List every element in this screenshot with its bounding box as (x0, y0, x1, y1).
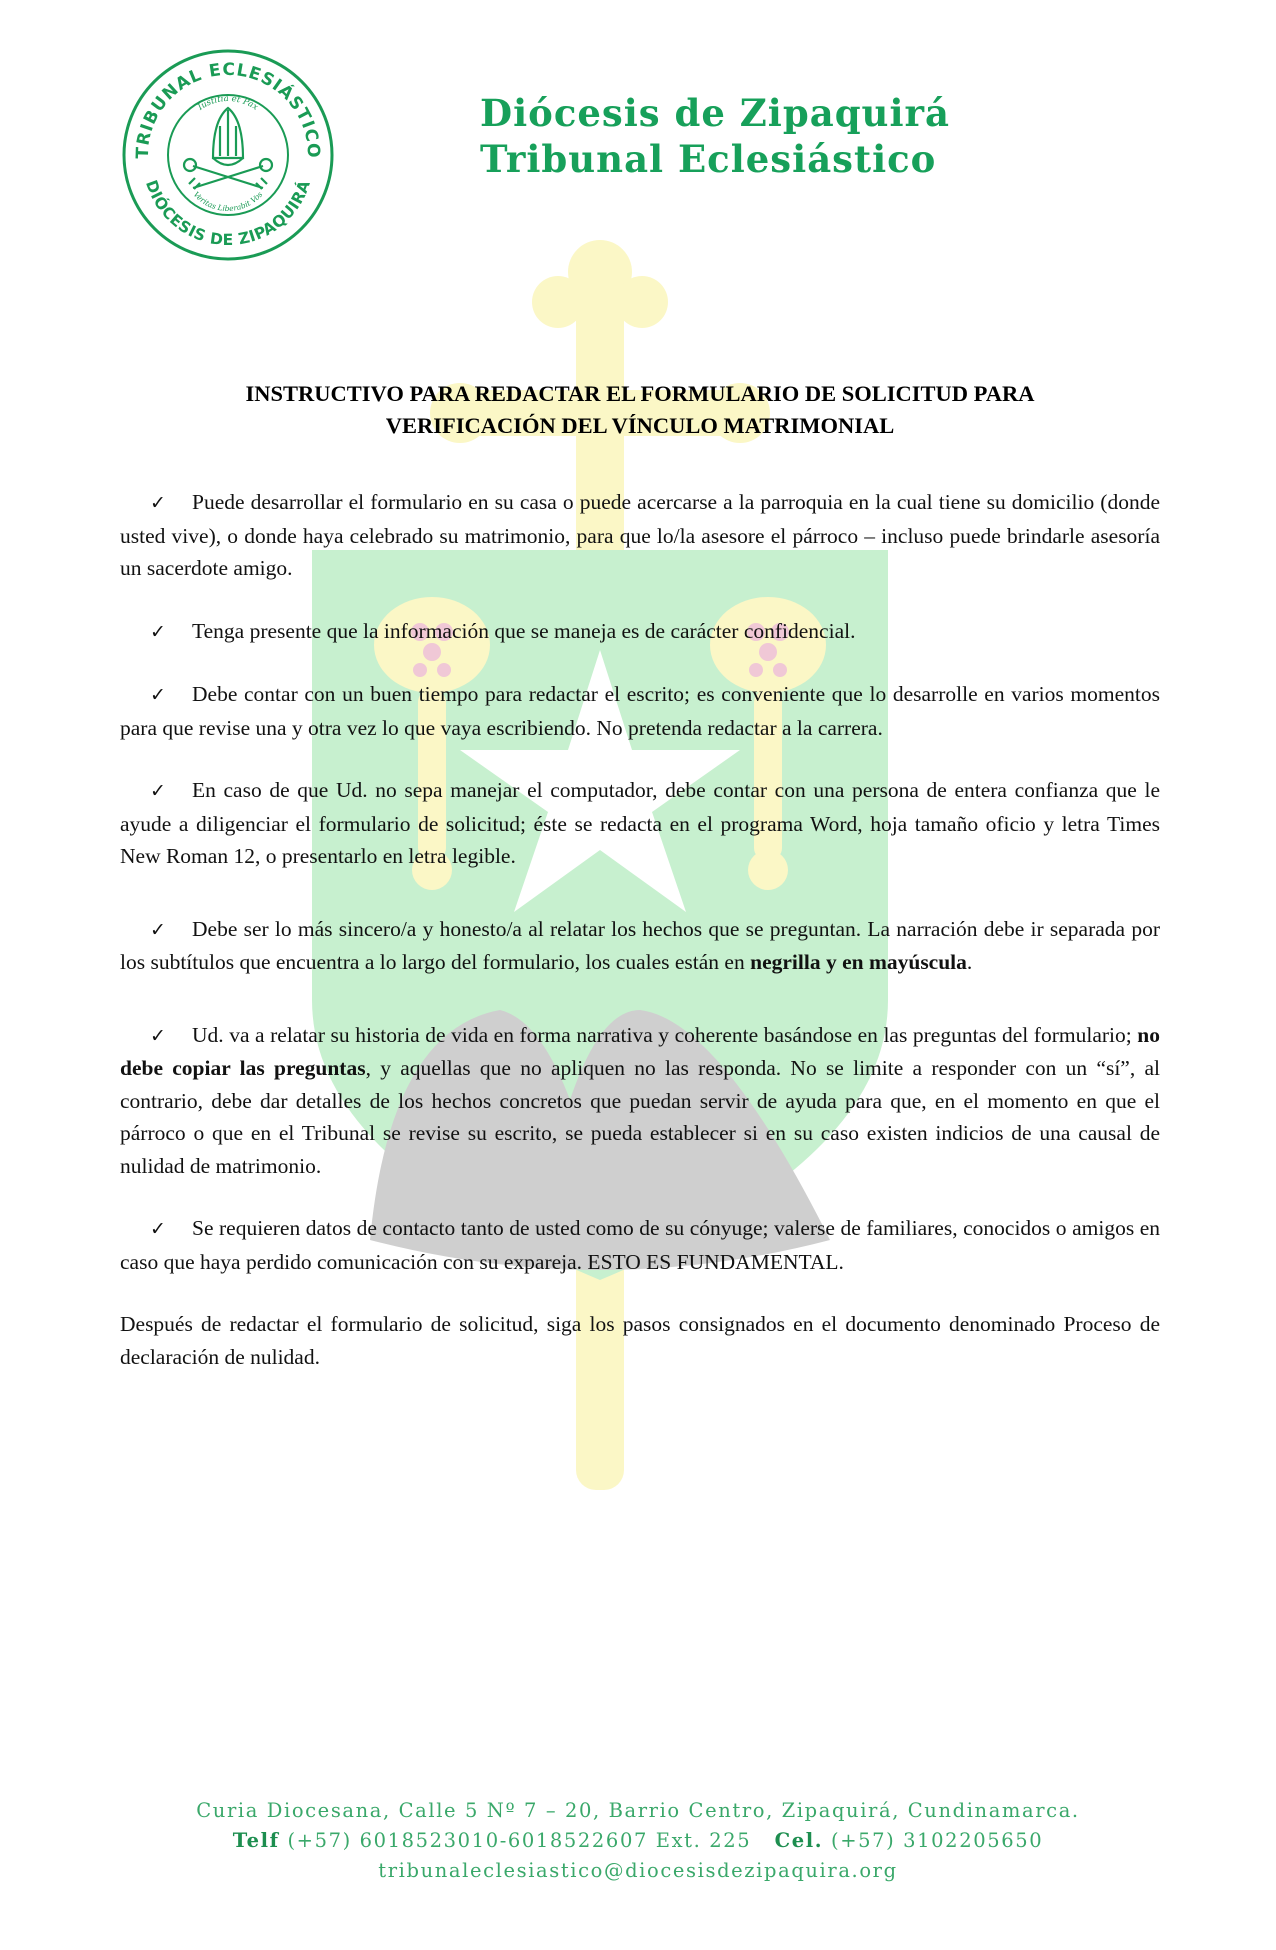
svg-text:DIÓCESIS DE ZIPAQUIRÁ: DIÓCESIS DE ZIPAQUIRÁ (141, 177, 314, 250)
institution-heading-line2: Tribunal Eclesiástico (480, 137, 937, 181)
checkmark-icon: ✓ (150, 780, 166, 802)
footer-cel-value: (+57) 3102205650 (831, 1829, 1044, 1852)
document-title (150, 378, 1130, 442)
checkmark-icon: ✓ (150, 492, 166, 514)
tribunal-seal-logo (121, 48, 335, 262)
instruction-item-2: ✓ Tenga presente que la información que se maneja es de carácter confidencial. (120, 615, 1160, 649)
svg-text:TRIBUNAL ECLESIÁSTICO: TRIBUNAL ECLESIÁSTICO (132, 59, 324, 160)
instruction-item-1: ✓ Puede desarrollar el formulario en su casa o puede acercarse a la parroquia en la cual tiene su domicilio (donde usted vive), o donde haya celebrado su matrimonio, para que lo/la asesore el párroco – incluso puede brindarle asesoría un sacerdote amigo. (120, 486, 1160, 585)
checkmark-icon: ✓ (150, 620, 166, 643)
page-footer (100, 1796, 1176, 1886)
footer-tel-value: (+57) 6018523010-6018522607 Ext. 225 (287, 1829, 752, 1852)
svg-text:Iustitia et Pax: Iustitia et Pax (196, 93, 260, 113)
footer-address: Curia Diocesana, Calle 5 Nº 7 – 20, Barrio Centro, Zipaquirá, Cundinamarca. (196, 1799, 1080, 1822)
instruction-item-3: ✓ Debe contar con un buen tiempo para redactar el escrito; es conveniente que lo desarrolle en varios momentos para que revise una y otra vez lo que vaya escribiendo. No pretenda redactar a la carrera. (120, 678, 1160, 744)
footer-cel-label: Cel. (774, 1829, 824, 1852)
document-title-line2: VERIFICACIÓN DEL VÍNCULO MATRIMONIAL (385, 413, 895, 438)
instruction-item-5: ✓ Debe ser lo más sincero/a y honesto/a al relatar los hechos que se preguntan. La narración debe ir separada por los subtítulos que encuentra a lo largo del formulario, los cuales están en negrilla y en mayúscula. (120, 913, 1160, 979)
institution-heading-line1: Diócesis de Zipaquirá (480, 91, 950, 135)
svg-text:Veritas Liberabit Vos: Veritas Liberabit Vos (191, 189, 265, 214)
instruction-item-7: ✓ Se requieren datos de contacto tanto de usted como de su cónyuge; valerse de familiares, conocidos o amigos en caso que haya perdido comunicación con su expareja. ESTO ES FUNDAMENTAL. (120, 1212, 1160, 1278)
footer-phones (100, 1826, 1176, 1856)
footer-tel-label: Telf (232, 1829, 280, 1852)
instructions-body (120, 486, 1160, 1395)
mitre-and-keys-icon (184, 108, 272, 189)
footer-email: tribunaleclesiastico@diocesisdezipaquira.org (378, 1859, 898, 1882)
checkmark-icon: ✓ (150, 1218, 166, 1240)
instruction-item-6: ✓ Ud. va a relatar su historia de vida en forma narrativa y coherente basándose en las preguntas del formulario; no debe copiar las preguntas, y aquellas que no apliquen no las responda. No se limite a responder con un “sí”, al contrario, debe dar detalles de los hechos concretos que puedan servir de ayuda para que, en el momento en que el párroco o que en el Tribunal se revise su escrito, se pueda establecer si en su caso existen indicios de una causal de nulidad de matrimonio. (120, 1019, 1160, 1183)
institution-heading (480, 90, 950, 182)
checkmark-icon: ✓ (150, 918, 166, 941)
document-title-line1: INSTRUCTIVO PARA REDACTAR EL FORMULARIO DE SOLICITUD PARA (245, 381, 1035, 406)
checkmark-icon: ✓ (150, 684, 166, 706)
checkmark-icon: ✓ (150, 1024, 166, 1047)
instruction-item-4: ✓ En caso de que Ud. no sepa manejar el computador, debe contar con una persona de entera confianza que le ayude a diligenciar el formulario de solicitud; éste se redacta en el programa Word, hoja tamaño oficio y letra Times New Roman 12, o presentarlo en letra legible. (120, 774, 1160, 873)
closing-paragraph: Después de redactar el formulario de solicitud, siga los pasos consignados en el documento denominado Proceso de declaración de nulidad. (120, 1312, 1160, 1369)
